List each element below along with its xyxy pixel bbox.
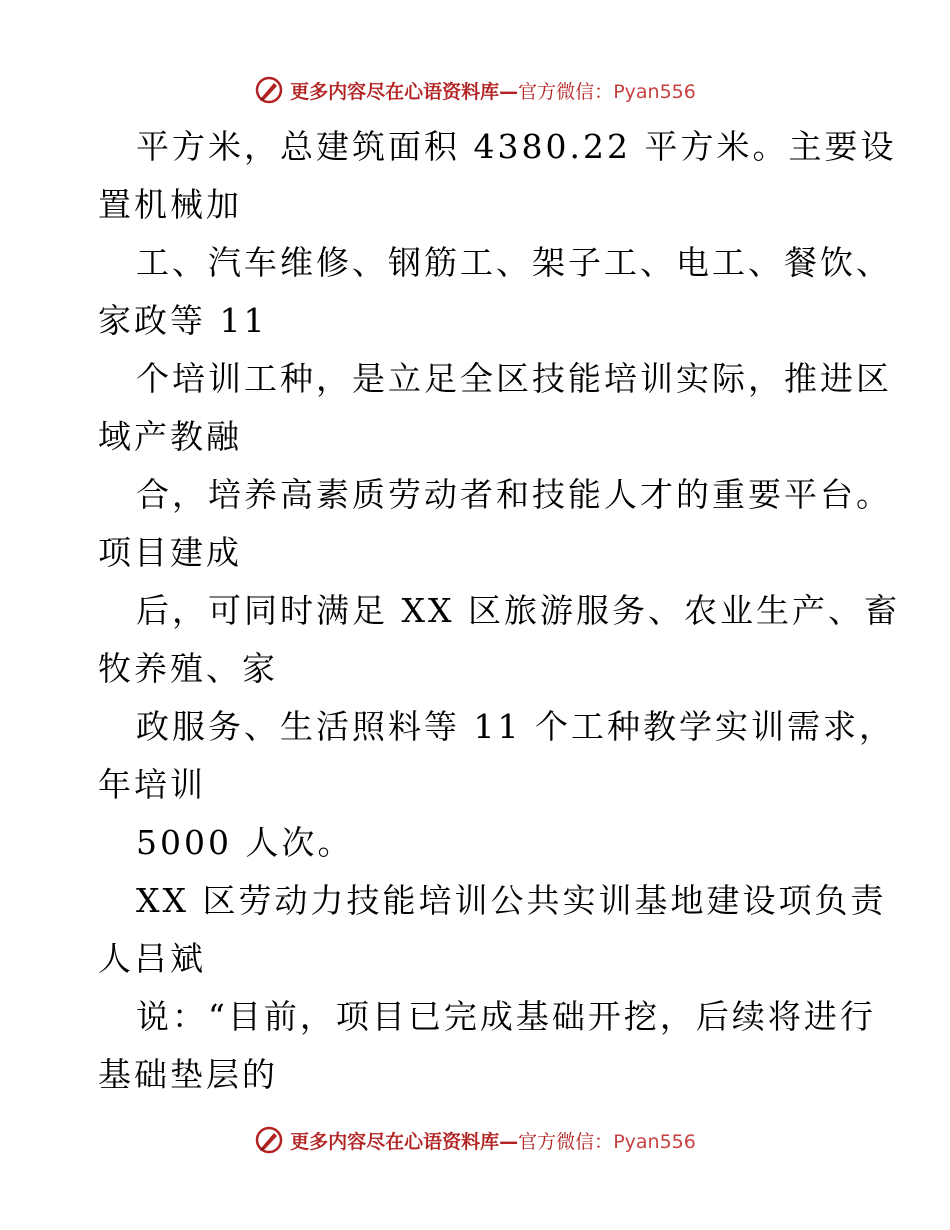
body-line-10: 牧养殖、家: [98, 649, 278, 688]
body-line-5: 个培训工种，是立足全区技能培训实际，推进区: [136, 359, 892, 398]
header-banner: [0, 70, 950, 110]
body-line-7: 合，培养高素质劳动者和技能人才的重要平台。: [136, 475, 892, 514]
body-line-9: 后，可同时满足 XX 区旅游服务、农业生产、畜: [136, 591, 900, 630]
body-line-3: 工、汽车维修、钢筋工、架子工、电工、餐饮、: [136, 243, 892, 282]
body-line-2: 置机械加: [98, 185, 242, 224]
header-banner-text: [290, 77, 696, 104]
footer-banner: [0, 1120, 950, 1160]
footer-banner-title: 更多内容尽在心语资料库—: [290, 1130, 519, 1153]
body-line-14: XX 区劳动力技能培训公共实训基地建设项负责: [136, 881, 887, 920]
body-line-15: 人吕斌: [98, 939, 206, 978]
body-line-4: 家政等 11: [98, 301, 268, 340]
body-line-16: 说：“目前，项目已完成基础开挖，后续将进行: [136, 997, 876, 1036]
pen-logo-icon: [254, 1125, 284, 1155]
body-line-13: 5000 人次。: [136, 823, 354, 862]
header-banner-title: 更多内容尽在心语资料库—: [290, 80, 519, 103]
body-line-17: 基础垫层的: [98, 1055, 278, 1094]
body-line-6: 域产教融: [98, 417, 242, 456]
header-wechat-label: 官方微信：: [518, 80, 614, 103]
body-line-8: 项目建成: [98, 533, 242, 572]
body-line-12: 年培训: [98, 765, 206, 804]
document-body: [98, 118, 900, 1104]
body-line-11: 政服务、生活照料等 11 个工种教学实训需求，: [136, 707, 895, 746]
footer-banner-text: [290, 1127, 696, 1154]
pen-logo-icon: [254, 75, 284, 105]
header-wechat-handle: Pyan556: [613, 80, 696, 103]
footer-wechat-handle: Pyan556: [613, 1130, 696, 1153]
body-line-1: 平方米，总建筑面积 4380.22 平方米。主要设: [136, 127, 897, 166]
footer-wechat-label: 官方微信：: [518, 1130, 614, 1153]
